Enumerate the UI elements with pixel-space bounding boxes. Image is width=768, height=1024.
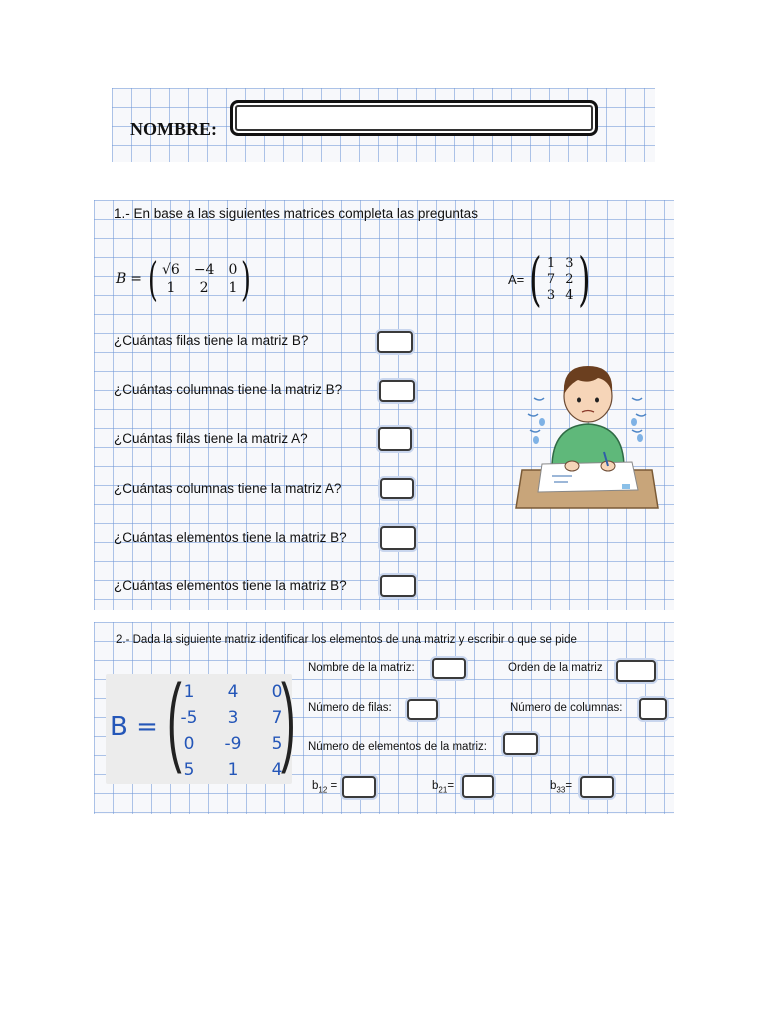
elements-label: Número de elementos de la matriz: — [308, 741, 487, 753]
exercise-2-title: 2.- Dada la siguiente matriz identificar los elementos de una matriz y escribir o que se pide — [116, 634, 577, 646]
matrix-cell: 0 — [183, 734, 195, 754]
name-header — [112, 88, 655, 162]
matrix-a-cell: 1 — [546, 255, 556, 271]
matrix-a-cell: 7 — [546, 271, 556, 287]
question-5: ¿Cuántas elementos tiene la matriz B? — [114, 530, 347, 545]
matrix-cell: 1 — [183, 682, 195, 702]
matrix-a: A= ( 1 3 7 2 3 4 ) — [508, 245, 592, 313]
elements-input[interactable] — [503, 733, 538, 755]
matrix-b-cell: 1 — [166, 280, 176, 296]
matrix-a-cell: 4 — [565, 287, 574, 303]
question-3: ¿Cuántas filas tiene la matriz A? — [114, 431, 308, 446]
matrix-b-name: B — [116, 271, 127, 287]
answer-box-4[interactable] — [380, 478, 414, 499]
rows-input[interactable] — [407, 699, 438, 720]
question-4: ¿Cuántas columnas tiene la matriz A? — [114, 481, 342, 496]
matrix-b-handwritten: B = ( ) 1 4 0 -5 3 7 0 -9 5 5 1 4 — [106, 674, 292, 784]
element-b12-input[interactable] — [342, 776, 376, 798]
matrix-b-cell: 0 — [228, 262, 238, 278]
matrix-a-cell: 3 — [546, 287, 556, 303]
matrix-order-input[interactable] — [616, 660, 656, 682]
question-6: ¿Cuántas elementos tiene la matriz B? — [114, 578, 347, 593]
matrix-order-label: Orden de la matriz — [508, 662, 603, 674]
matrix-b: B = ( √6 −4 0 1 2 1 ) — [116, 252, 252, 306]
question-2: ¿Cuántas columnas tiene la matriz B? — [114, 382, 343, 397]
matrix-cell: 1 — [227, 760, 239, 780]
name-input[interactable] — [230, 100, 598, 136]
matrix-b-cell: −4 — [193, 262, 215, 278]
answer-box-3[interactable] — [378, 427, 412, 451]
element-b21-input[interactable] — [462, 775, 494, 798]
element-b12-label: $b_{12}$ = — [312, 780, 338, 795]
answer-box-1[interactable] — [377, 331, 413, 353]
columns-label: Número de columnas: — [510, 702, 623, 714]
matrix-cell: 5 — [271, 734, 283, 754]
matrix-b-cell: 2 — [199, 280, 209, 296]
exercise-1 — [94, 200, 674, 610]
element-b33-input[interactable] — [580, 776, 614, 798]
student-illustration — [512, 358, 662, 518]
columns-input[interactable] — [639, 698, 667, 720]
element-b21-label: $b_{21}=$ — [432, 780, 455, 795]
matrix-cell: 3 — [227, 708, 239, 728]
matrix-name: B = — [110, 712, 158, 742]
matrix-cell: -5 — [180, 708, 198, 728]
exercise-1-title: 1.- En base a las siguientes matrices completa las preguntas — [114, 206, 478, 221]
answer-box-2[interactable] — [379, 380, 415, 402]
name-label: NOMBRE: — [130, 119, 217, 139]
matrix-name-label: Nombre de la matriz: — [308, 662, 415, 674]
element-b33-label: $b_{33}=$ — [550, 780, 573, 795]
matrix-a-cell: 2 — [565, 271, 574, 287]
exercise-2 — [94, 622, 674, 814]
matrix-cell: 5 — [183, 760, 195, 780]
matrix-cell: 4 — [227, 682, 239, 702]
matrix-b-cell: √6 — [161, 262, 180, 278]
matrix-cell: 4 — [271, 760, 283, 780]
matrix-a-cell: 3 — [565, 255, 574, 271]
matrix-name-input[interactable] — [432, 658, 466, 679]
answer-box-5[interactable] — [380, 526, 416, 550]
matrix-a-name: A= — [508, 271, 525, 287]
matrix-cell: 0 — [271, 682, 283, 702]
rows-label: Número de filas: — [308, 702, 392, 714]
answer-box-6[interactable] — [380, 575, 416, 597]
matrix-b-cell: 1 — [228, 280, 238, 296]
matrix-cell: 7 — [271, 708, 283, 728]
question-1: ¿Cuántas filas tiene la matriz B? — [114, 333, 309, 348]
matrix-cell: -9 — [224, 734, 242, 754]
